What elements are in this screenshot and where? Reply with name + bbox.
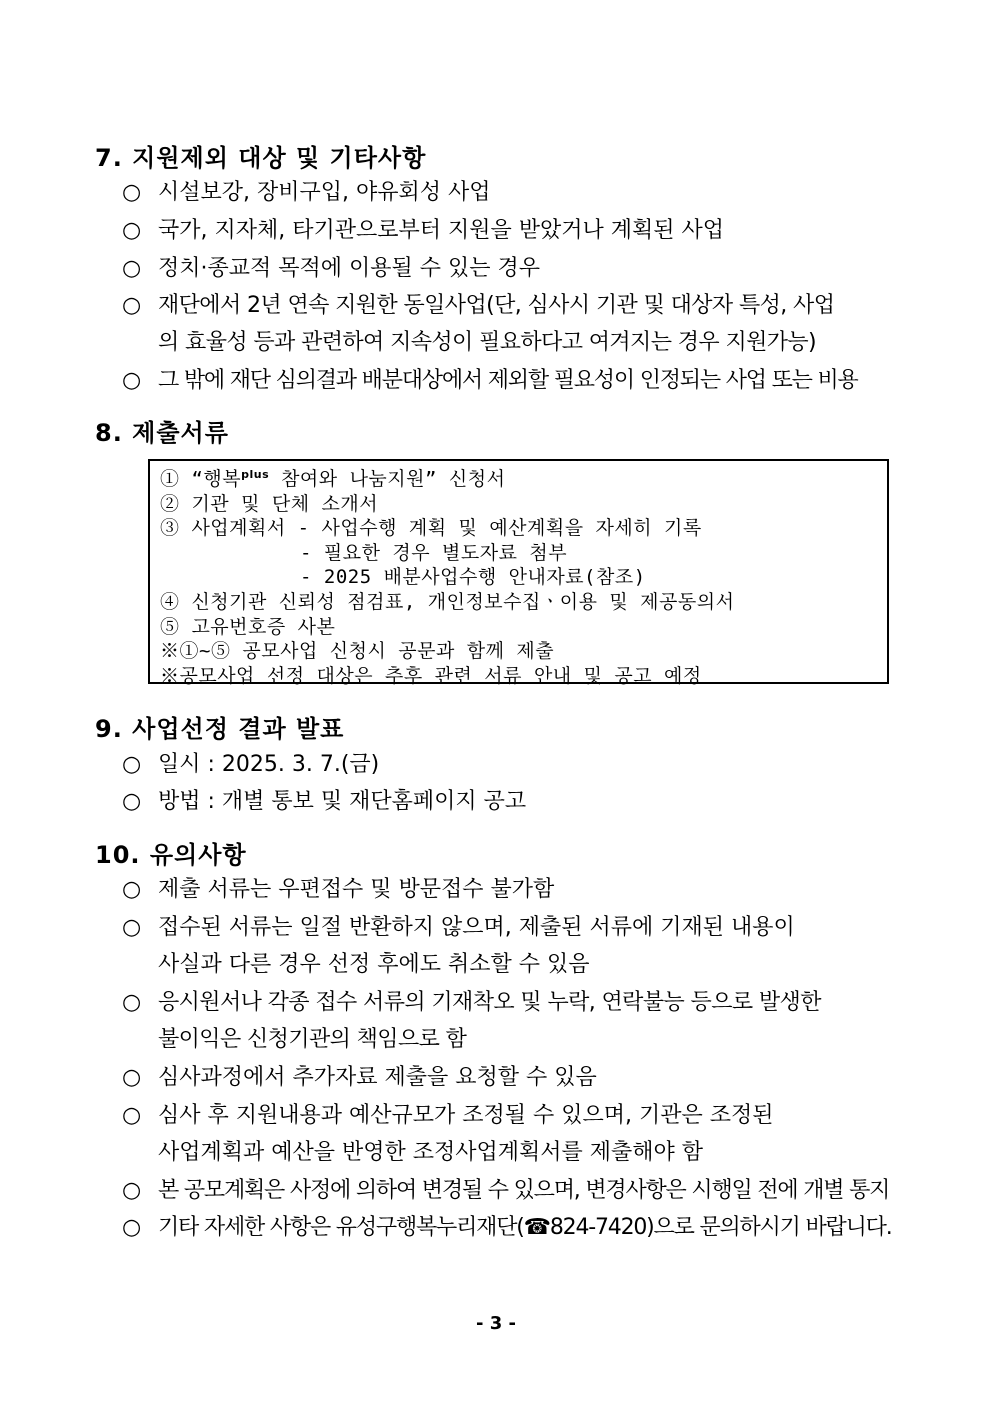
- bullet-circle-icon: ○: [122, 789, 142, 814]
- doc-note-1: ※①~⑤ 공모사업 신청시 공문과 함께 제출: [160, 640, 555, 663]
- list-item: [122, 746, 902, 783]
- bullet-circle-icon: ○: [122, 1178, 140, 1203]
- bullet-circle-icon: ○: [122, 1065, 142, 1090]
- bullet-circle-icon: ○: [122, 990, 141, 1015]
- doc-row-3-sub-2: - 2025 배분사업수행 안내자료(참조): [300, 566, 646, 589]
- bullet-circle-icon: ○: [122, 1103, 142, 1128]
- section-7-heading: 7. 지원제외 대상 및 기타사항: [95, 144, 427, 172]
- list-item: [122, 984, 902, 1058]
- bullet-circle-icon: ○: [122, 877, 142, 902]
- bullet-circle-icon: ○: [122, 218, 142, 243]
- section-10-heading: 10. 유의사항: [95, 841, 247, 869]
- list-item: [122, 1172, 902, 1209]
- bullet-circle-icon: ○: [122, 368, 140, 393]
- doc-row-4: ④ 신청기관 신뢰성 점검표, 개인정보수집ㆍ이용 및 제공동의서: [160, 590, 735, 613]
- list-item: [122, 783, 902, 820]
- doc-row-3-sub-1: - 필요한 경우 별도자료 첨부: [300, 541, 568, 564]
- bullet-circle-icon: ○: [122, 915, 142, 940]
- list-item: [122, 212, 902, 249]
- plus-superscript: plus: [241, 468, 270, 481]
- item-text-continued: 의 효율성 등과 관련하여 지속성이 필요하다고 여겨지는 경우 지원가능): [158, 330, 817, 355]
- item-text: 기타 자세한 사항은 유성구행복누리재단(☎824-7420)으로 문의하시기 바랍니다.: [158, 1215, 892, 1240]
- section-9-heading: 9. 사업선정 결과 발표: [95, 715, 345, 743]
- list-item: [122, 287, 902, 361]
- doc-row-3: ③ 사업계획서 - 사업수행 계획 및 예산계획을 자세히 기록: [160, 517, 702, 540]
- documents-box: [148, 459, 889, 687]
- item-text: 정치·종교적 목적에 이용될 수 있는 경우: [158, 256, 540, 281]
- list-item: [122, 909, 902, 983]
- item-text: 본 공모계획은 사정에 의하여 변경될 수 있으며, 변경사항은 시행일 전에 개별 통지: [158, 1178, 890, 1203]
- item-text: 심사과정에서 추가자료 제출을 요청할 수 있음: [158, 1065, 597, 1090]
- item-text: 시설보강, 장비구입, 야유회성 사업: [158, 180, 491, 205]
- item-text: 심사 후 지원내용과 예산규모가 조정될 수 있으며, 기관은 조정된: [158, 1103, 774, 1128]
- list-item: [122, 1209, 902, 1246]
- doc-row-5: ⑤ 고유번호증 사본: [160, 615, 336, 638]
- item-text-continued: 사업계획과 예산을 반영한 조정사업계획서를 제출해야 함: [158, 1140, 704, 1165]
- item-text-continued: 불이익은 신청기관의 책임으로 함: [158, 1027, 467, 1052]
- bullet-circle-icon: ○: [122, 293, 141, 318]
- item-text-continued: 사실과 다른 경우 선정 후에도 취소할 수 있음: [158, 952, 590, 977]
- item-text: 재단에서 2년 연속 지원한 동일사업(단, 심사시 기관 및 대상자 특성, 사업: [158, 293, 835, 318]
- list-item: [122, 1097, 902, 1171]
- bullet-circle-icon: ○: [122, 1215, 140, 1240]
- item-text: 일시 : 2025. 3. 7.(금): [158, 752, 380, 777]
- item-text: 그 밖에 재단 심의결과 배분대상에서 제외할 필요성이 인정되는 사업 또는 비용: [158, 368, 858, 393]
- item-text: 방법 : 개별 통보 및 재단홈페이지 공고: [158, 789, 527, 814]
- doc-note-2: ※공모사업 선정 대상은 추후 관련 서류 안내 및 공고 예정: [160, 664, 702, 687]
- bullet-circle-icon: ○: [122, 752, 142, 777]
- list-item: [122, 250, 902, 287]
- item-text: 접수된 서류는 일절 반환하지 않으며, 제출된 서류에 기재된 내용이: [158, 915, 795, 940]
- list-item: [122, 871, 902, 908]
- item-text: 제출 서류는 우편접수 및 방문접수 불가함: [158, 877, 555, 902]
- doc-row-2: ② 기관 및 단체 소개서: [160, 492, 379, 515]
- list-item: [122, 362, 902, 399]
- item-text: 국가, 지자체, 타기관으로부터 지원을 받았거나 계획된 사업: [158, 218, 724, 243]
- doc-row-1: ① “행복$^{plus}$ 참여와 나눔지원” 신청서: [160, 468, 506, 490]
- list-item: [122, 1059, 902, 1096]
- list-item: [122, 174, 902, 211]
- bullet-circle-icon: ○: [122, 180, 142, 205]
- page-number: - 3 -: [476, 1313, 516, 1334]
- bullet-circle-icon: ○: [122, 256, 142, 281]
- section-8-heading: 8. 제출서류: [95, 419, 229, 447]
- item-text: 응시원서나 각종 접수 서류의 기재착오 및 누락, 연락불능 등으로 발생한: [158, 990, 821, 1015]
